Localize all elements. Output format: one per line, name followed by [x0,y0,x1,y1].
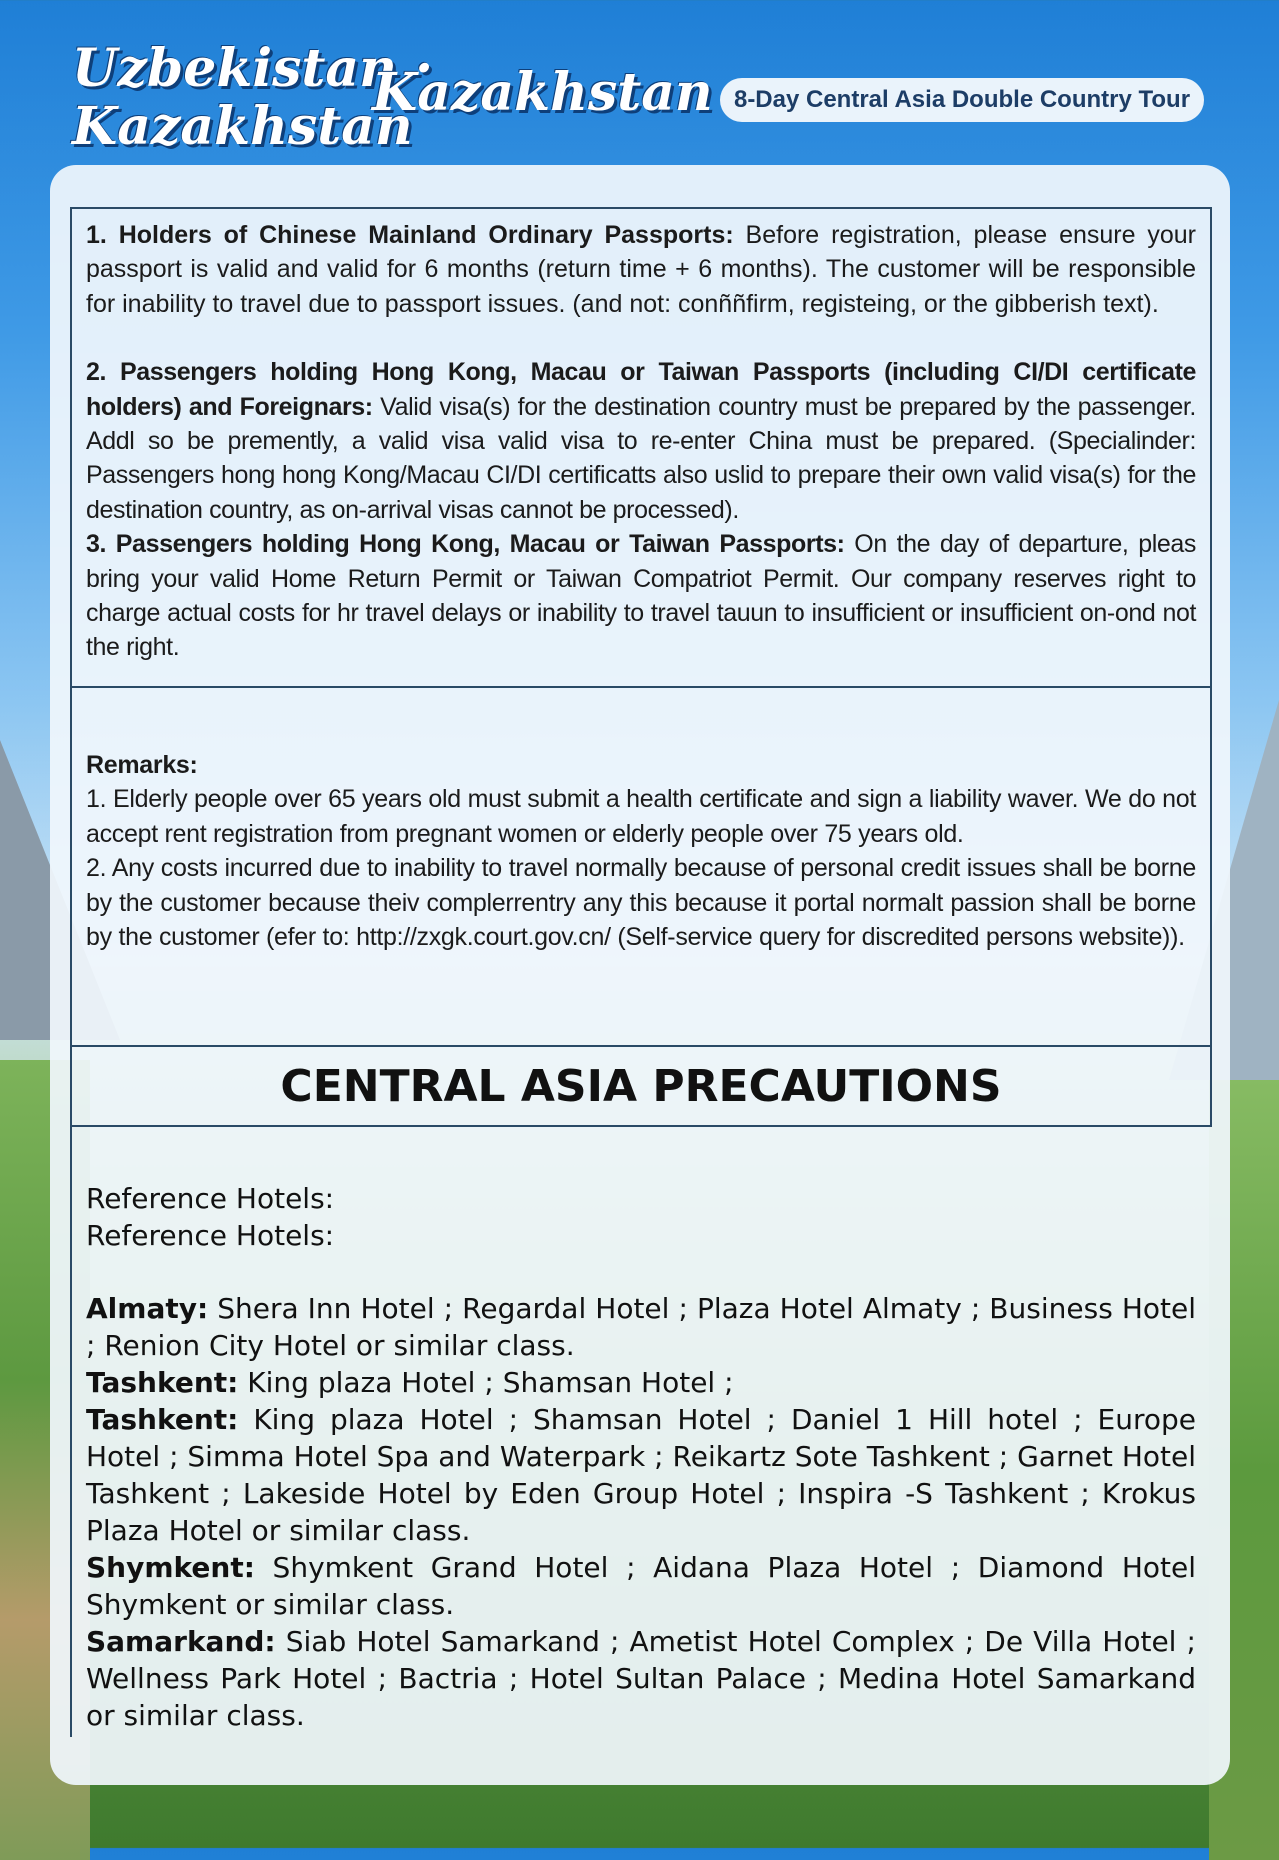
hotel-city: Shymkent: [86,1551,255,1584]
notice-item-1 [86,218,1196,321]
remarks-item-2: 2. Any costs incurred due to inability to travel normally because of personal credit issues shall be borne by the customer because theiv complerrentry any this because it portal normalt passion shall be borne by the customer (efer to: http://zxgk.court.gov.cn/ (Self-service query for discredited persons website)). [86,854,1196,952]
hotel-list: Siab Hotel Samarkand ; Ametist Hotel Complex ; De Villa Hotel ; Wellness Park Hotel ; Bactria ; Hotel Sultan Palace ; Medina Hotel Samarkand or similar class. [86,1625,1196,1732]
title-side: Kazakhstan [372,62,713,123]
remarks-item-1: 1. Elderly people over 65 years old must submit a health certificate and sign a liability waver. We do not accept rent registration from pregnant women or elderly people over 75 years old. [86,785,1196,848]
title-line-1: Uzbekistan · [72,38,434,99]
notice-item-1-label: 1. Holders of Chinese Mainland Ordinary Passports: [86,221,734,249]
reference-hotels [86,1180,1196,1734]
hotel-list: Shera Inn Hotel ; Regardal Hotel ; Plaza Hotel Almaty ; Business Hotel ; Renion City Hotel or similar class. [86,1292,1196,1362]
hotel-entry-tashkent [86,1401,1196,1549]
hotel-city: Tashkent: [86,1366,239,1399]
notice-item-2-label: 2. Passengers holding Hong Kong, Macau or Taiwan Passports (including CI/DI certificate holders) and Foreignars: [86,358,1196,421]
hotel-entry-samarkand [86,1623,1196,1734]
hotel-list: Shymkent Grand Hotel ; Aidana Plaza Hotel ; Diamond Hotel Shymkent or similar class. [86,1551,1196,1621]
reference-hotels-label-1: Reference Hotels: [86,1182,335,1215]
hotel-city: Almaty: [86,1292,209,1325]
hotel-list: King plaza Hotel ; Shamsan Hotel ; Daniel 1 Hill hotel ; Europe Hotel ; Simma Hotel Spa and Waterpark ; Reikartz Sote Tashkent ; Garnet Hotel Tashkent ; Lakeside Hotel by Eden Group Hotel ; Inspira -S Tashkent ; Krokus Plaza Hotel or similar class. [86,1403,1196,1547]
hotel-entry-shymkent [86,1549,1196,1623]
tour-badge: 8-Day Central Asia Double Country Tour [720,78,1204,122]
precautions-heading: CENTRAL ASIA PRECAUTIONS [280,1060,1002,1112]
notices-text [86,218,1196,665]
title-line-2: Kazakhstan [72,96,413,157]
notice-item-2-text: Valid visa(s) for the destination country must be prepared by the passenger. Addl so be premently, a valid visa valid visa to re-enter China must be prepared. (Specialinder: Passengers hong hong Kong/Macau CI/DI certificatts also uslid to prepare their own valid visa(s) for the destination country, as on-arrival visas cannot be processed). [86,392,1196,524]
hotel-city: Tashkent: [86,1403,239,1436]
notice-item-3-text: On the day of departure, pleas bring your valid Home Return Permit or Taiwan Compatriot Permit. Our company reserves right to charge actual costs for hr travel delays or inability to travel tauun to insufficient or insufficient on-ond not the right. [86,530,1196,662]
remarks-text [86,748,1196,954]
hotel-city: Samarkand: [86,1625,276,1658]
hotel-entry-almaty [86,1290,1196,1364]
notice-item-1-text: Before registration, please ensure your passport is valid and valid for 6 months (return time + 6 months). The customer will be responsible for inability to travel due to passport issues. (and not: conññfirm, registeing, or the gibberish text). [86,221,1196,318]
remarks-label: Remarks: [86,751,198,779]
notice-item-3-label: 3. Passengers holding Hong Kong, Macau or Taiwan Passports: [86,530,845,559]
notice-item-2 [86,355,1196,527]
hotel-entry-tashkent-short [86,1364,1196,1401]
reference-hotels-label-2: Reference Hotels: [86,1219,335,1252]
notice-item-3 [86,527,1196,665]
hotel-list: King plaza Hotel ; Shamsan Hotel ; [238,1366,734,1399]
